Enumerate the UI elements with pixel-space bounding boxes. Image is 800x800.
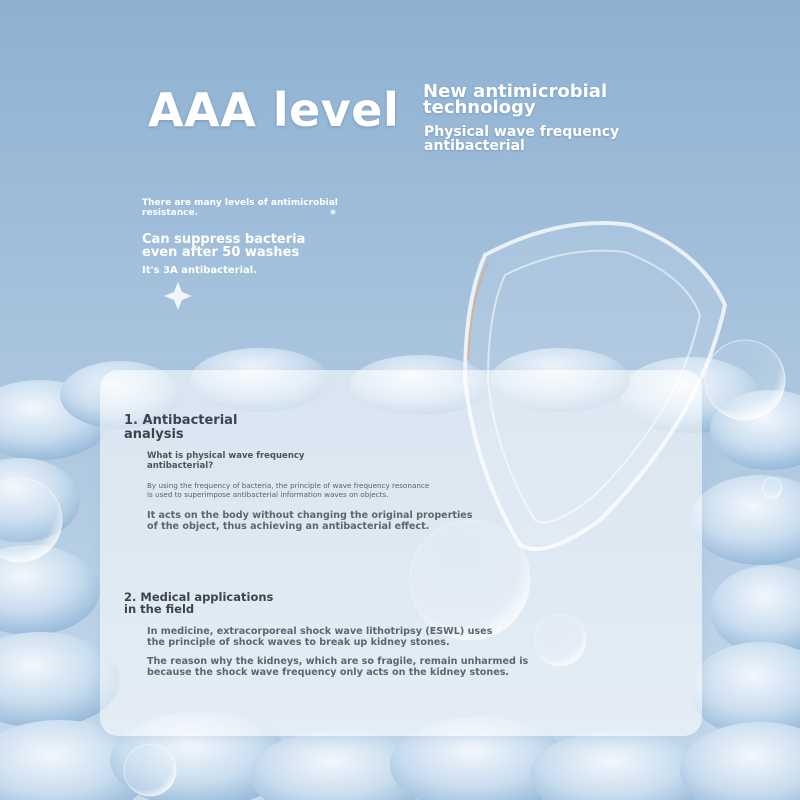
levels-note: There are many levels of antimicrobial resistance. bbox=[142, 198, 338, 218]
subtitle-technology: New antimicrobial technology bbox=[423, 81, 608, 118]
section1-question: What is physical wave frequency antibacterial? bbox=[147, 451, 305, 471]
subtitle-antibacterial: Physical wave frequency antibacterial bbox=[424, 124, 620, 154]
wash-claim: Can suppress bacteria even after 50 washes bbox=[142, 232, 306, 260]
section2-para1: In medicine, extracorporeal shock wave lithotripsy (ESWL) uses the principle of shock waves to break up kidney stones. bbox=[147, 626, 493, 648]
page-title: AAA level bbox=[148, 83, 400, 137]
section1-explanation: By using the frequency of bacteria, the principle of wave frequency resonance is used to superimpose antibacterial information waves on objects. bbox=[147, 481, 430, 499]
section2-heading: 2. Medical applications in the field bbox=[124, 590, 274, 616]
rating-note: It's 3A antibacterial. bbox=[142, 265, 257, 276]
section1-heading: 1. Antibacterial analysis bbox=[124, 413, 238, 442]
section2-para2: The reason why the kidneys, which are so fragile, remain unharmed is because the shock wave frequency only acts on the kidney stones. bbox=[147, 656, 529, 678]
section1-effect: It acts on the body without changing the original properties of the object, thus achieving an antibacterial effect. bbox=[147, 510, 473, 532]
